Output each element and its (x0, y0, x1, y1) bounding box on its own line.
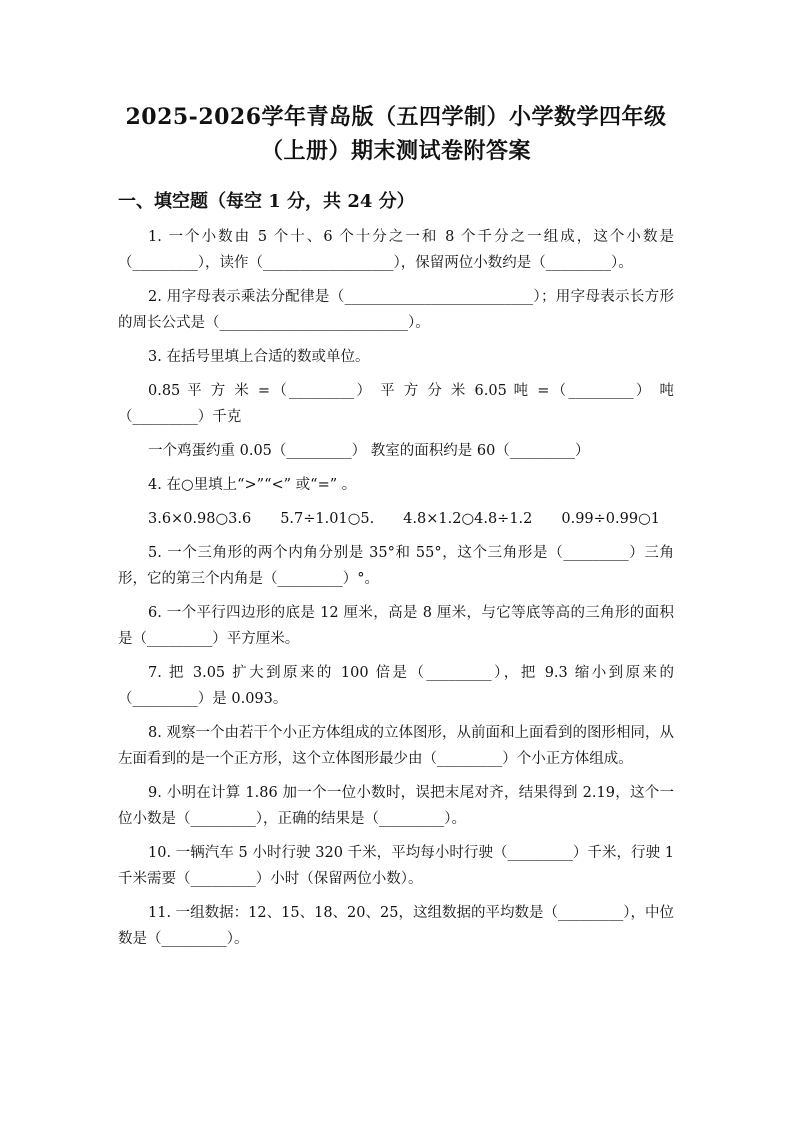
question-3-line-b: 一个鸡蛋约重 0.05（_________） 教室的面积约是 60（_________） (148, 443, 590, 459)
question-2: 2. 用字母表示乘法分配律是（__________________________）；用字母表示长方形的周长公式是（__________________________）。 (118, 289, 674, 331)
exam-title (118, 100, 674, 168)
question-1: 1. 一个小数由 5 个十、6 个十分之一和 8 个千分之一组成，这个小数是（_________），读作（__________________），保留两位小数约是（_________）。 (118, 229, 674, 271)
question-6: 6. 一个平行四边形的底是 12 厘米，高是 8 厘米，与它等底等高的三角形的面积是（_________）平方厘米。 (118, 605, 674, 647)
question-5: 5. 一个三角形的两个内角分别是 35°和 55°，这个三角形是（_________）三角形，它的第三个内角是（_________）°。 (118, 545, 674, 587)
question-10: 10. 一辆汽车 5 小时行驶 320 千米，平均每小时行驶（_________）千米，行驶 1 千米需要（_________）小时（保留两位小数）。 (118, 845, 674, 887)
question-4: 4. 在○里填上“>”“<” 或“=” 。 (148, 477, 357, 493)
section-heading-fill-in: 一、填空题（每空 1 分，共 24 分） (118, 191, 415, 212)
question-9: 9. 小明在计算 1.86 加一个一位小数时，误把末尾对齐，结果得到 2.19，这个一位小数是（_________），正确的结果是（_________）。 (118, 785, 674, 827)
question-11: 11. 一组数据：12、15、18、20、25，这组数据的平均数是（_________），中位数是（_________）。 (118, 905, 674, 947)
title-line-2: （上册）期末测试卷附答案 (260, 138, 531, 164)
question-4-comparisons: 3.6×0.98○3.6 5.7÷1.01○5. 4.8×1.2○4.8÷1.2 0.99÷0.99○1 (148, 511, 660, 527)
question-3-line-a: 0.85 平 方 米 =（_________） 平 方 分 米 6.05 吨 =（_________） 吨 （_________）千克 (118, 383, 674, 425)
title-line-1: 2025-2026学年青岛版（五四学制）小学数学四年级 (125, 104, 667, 130)
question-8: 8. 观察一个由若干个小正方体组成的立体图形，从前面和上面看到的图形相同，从左面看到的是一个正方形，这个立体图形最少由（_________）个小正方体组成。 (118, 725, 674, 767)
question-3: 3. 在括号里填上合适的数或单位。 (148, 349, 370, 365)
exam-page (118, 100, 674, 960)
question-7: 7. 把 3.05 扩大到原来的 100 倍是（_________），把 9.3 缩小到原来的（_________）是 0.093。 (118, 665, 674, 707)
